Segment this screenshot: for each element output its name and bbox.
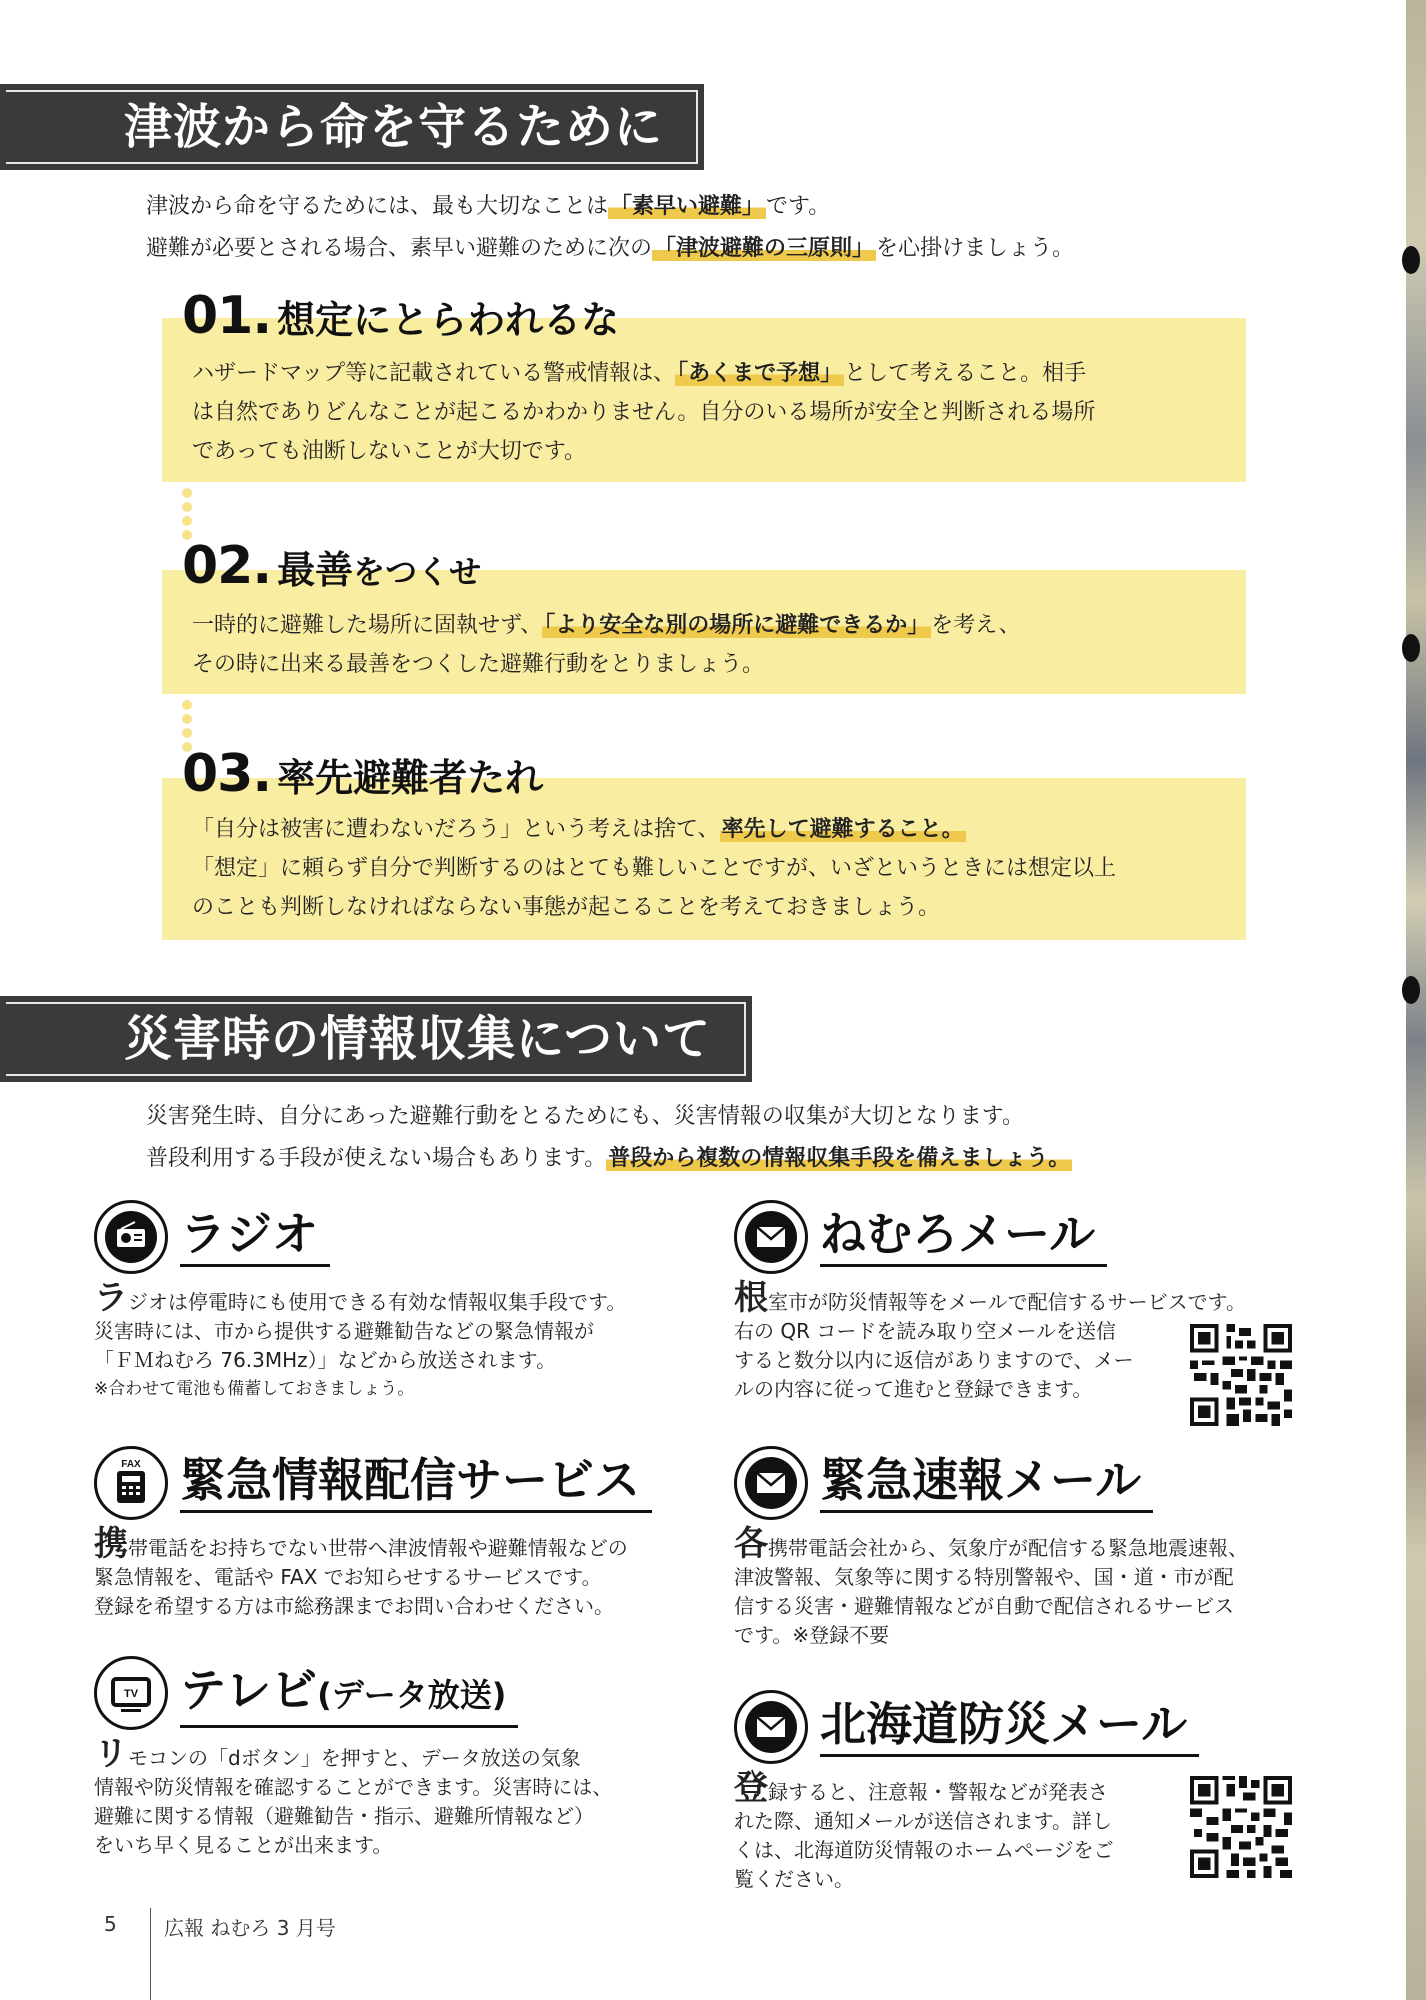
item-title: 緊急情報配信サービス (180, 1450, 652, 1513)
highlight-text: 「より安全な別の場所に避難できるか」 (544, 613, 930, 638)
intro-text: です。 (766, 194, 831, 219)
mail-icon (734, 1200, 808, 1274)
body-text: その時に出来る最善をつくした避難行動をとりましょう。 (192, 652, 765, 677)
drop-cap: 登 (734, 1768, 768, 1808)
item-body (734, 1278, 1246, 1404)
edge-dot (1402, 634, 1420, 662)
principle-body (192, 606, 1226, 684)
principle-name (277, 756, 543, 800)
mail-icon (734, 1690, 808, 1764)
intro-text: 災害発生時、自分にあった避難行動をとるためにも、災害情報の収集が大切となります。 (146, 1104, 1025, 1129)
body-text: 覧ください。 (734, 1867, 854, 1891)
svg-text:TV: TV (123, 1688, 139, 1700)
fax-icon (94, 1446, 168, 1520)
principle-title-02 (182, 536, 481, 596)
principle-rest: にとらわれるな (353, 298, 620, 342)
info-item-emergency-mail (734, 1446, 1354, 1656)
principle-keyword: 最善 (277, 548, 354, 592)
body-text: 右の QR コードを読み取り空メールを送信 (734, 1319, 1116, 1343)
highlight-text: 「あくまで予想」 (677, 361, 843, 386)
body-text: 携帯電話会社から、気象庁が配信する緊急地震速報、 (768, 1536, 1248, 1560)
body-text: 室市が防災情報等をメールで配信するサービスです。 (768, 1290, 1246, 1314)
principle-number: 02. (182, 536, 272, 596)
body-text: は自然でありどんなことが起こるかわかりません。自分のいる場所が安全と判断される場所 (192, 400, 1096, 425)
item-body (94, 1278, 627, 1404)
body-text: であっても油断しないことが大切です。 (192, 439, 587, 464)
publication-title: 広報 ねむろ 3 月号 (164, 1916, 336, 1940)
footer-divider (150, 1908, 151, 2000)
section-intro (146, 186, 1074, 270)
body-text: 録すると、注意報・警報などが発表さ (768, 1780, 1108, 1804)
intro-text: 普段利用する手段が使えない場合もあります。 (146, 1146, 607, 1171)
drop-cap: 各 (734, 1524, 768, 1564)
radio-icon (94, 1200, 168, 1274)
section-banner-tsunami (0, 84, 704, 170)
body-text: のことも判断しなければならない事態が起こることを考えておきましょう。 (192, 895, 941, 920)
body-text: モコンの「dボタン」を押すと、データ放送の気象 (128, 1746, 581, 1770)
tv-icon (94, 1656, 168, 1730)
qr-code[interactable] (1190, 1324, 1292, 1426)
body-text: すると数分以内に返信がありますので、メー (734, 1348, 1134, 1372)
section-title: 災害時の情報収集について (124, 1011, 712, 1067)
note-text: ※合わせて電池も備蓄しておきましょう。 (94, 1379, 415, 1399)
drop-cap: ラ (94, 1278, 128, 1318)
section-intro (146, 1096, 1072, 1180)
item-body (734, 1768, 1114, 1894)
body-text: 一時的に避難した場所に固執せず、 (192, 613, 543, 638)
section-title: 津波から命を守るために (124, 99, 664, 155)
body-text: 登録を希望する方は市総務課までお問い合わせください。 (94, 1594, 614, 1618)
item-body (94, 1524, 628, 1621)
body-text: 帯電話をお持ちでない世帯へ津波情報や避難情報などの (128, 1536, 628, 1560)
intro-text: 避難が必要とされる場合、素早い避難のために次の (146, 236, 653, 261)
principle-number: 03. (182, 744, 272, 804)
info-item-tv (94, 1656, 714, 1856)
highlight-text: 「津波避難の三原則」 (654, 236, 875, 261)
item-body (94, 1734, 613, 1860)
info-item-nemuro-mail (734, 1200, 1334, 1430)
principle-rest: たれ (467, 756, 544, 800)
item-title: 北海道防災メール (820, 1694, 1199, 1757)
body-text: ジオは停電時にも使用できる有効な情報収集手段です。 (128, 1290, 627, 1314)
qr-code[interactable] (1190, 1776, 1292, 1878)
body-text: 緊急情報を、電話や FAX でお知らせするサービスです。 (94, 1565, 602, 1589)
body-text: として考えること。相手 (844, 361, 1087, 386)
highlight-text: 普段から複数の情報収集手段を備えましょう。 (608, 1146, 1071, 1171)
page-number: 5 (104, 1912, 117, 1936)
edge-dot (1402, 246, 1420, 274)
body-text: をいち早く見ることが出来ます。 (94, 1833, 393, 1857)
intro-line (146, 186, 1074, 228)
principle-title-03 (182, 744, 543, 804)
info-item-radio (94, 1200, 694, 1410)
item-title (180, 1660, 518, 1728)
body-text: です。※登録不要 (734, 1623, 890, 1647)
section-banner-info (0, 996, 752, 1082)
principle-name (277, 548, 481, 592)
item-body (734, 1524, 1248, 1650)
edge-dot (1402, 976, 1420, 1004)
body-text: 津波警報、気象等に関する特別警報や、国・道・市が配 (734, 1565, 1234, 1589)
highlight-text: 「素早い避難」 (610, 194, 765, 219)
body-text: 「ＦＭねむろ 76.3MHz）」などから放送されます。 (94, 1348, 557, 1372)
item-title-main: テレビ (180, 1663, 318, 1717)
principle-number: 01. (182, 286, 272, 346)
item-title: ラジオ (180, 1204, 330, 1267)
info-item-hokkaido-mail (734, 1690, 1334, 1900)
body-text: ハザードマップ等に記載されている警戒情報は、 (192, 361, 676, 386)
drop-cap: 根 (734, 1278, 768, 1318)
principle-title-01 (182, 286, 619, 346)
body-text: 情報や防災情報を確認することができます。災害時には、 (94, 1775, 613, 1799)
item-title: ねむろメール (820, 1204, 1107, 1267)
drop-cap: 携 (94, 1524, 128, 1564)
item-title: 緊急速報メール (820, 1450, 1153, 1513)
intro-line (146, 1138, 1072, 1180)
info-item-emergency-service (94, 1446, 714, 1626)
principle-name (277, 298, 619, 342)
mail-icon (734, 1446, 808, 1520)
highlight-text: 率先して避難すること。 (721, 817, 964, 842)
principle-rest: をつくせ (353, 553, 482, 591)
intro-text: を心掛けましょう。 (876, 236, 1075, 261)
body-text: 「想定」に頼らず自分で判断するのはとても難しいことですが、いざというときには想定以上 (192, 856, 1117, 881)
body-text: を考え、 (931, 613, 1021, 638)
principle-body (192, 810, 1226, 927)
body-text: 「自分は被害に遭わないだろう」という考えは捨て、 (192, 817, 720, 842)
body-text: 災害時には、市から提供する避難勧告などの緊急情報が (94, 1319, 594, 1343)
intro-line (146, 228, 1074, 270)
body-text: 避難に関する情報（避難勧告・指示、避難所情報など） (94, 1804, 594, 1828)
body-text: れた際、通知メールが送信されます。詳し (734, 1809, 1112, 1833)
principle-keyword: 率先避難者 (277, 756, 468, 800)
item-title-sub: (データ放送) (317, 1676, 507, 1714)
body-text: くは、北海道防災情報のホームページをご (734, 1838, 1114, 1862)
principle-body (192, 354, 1226, 471)
drop-cap: リ (94, 1734, 128, 1774)
body-text: 信する災害・避難情報などが自動で配信されるサービス (734, 1594, 1234, 1618)
body-text: ルの内容に従って進むと登録できます。 (734, 1377, 1093, 1401)
principle-keyword: 想定 (277, 298, 354, 342)
intro-text: 津波から命を守るためには、最も大切なことは (146, 194, 609, 219)
svg-text:FAX: FAX (121, 1459, 141, 1470)
